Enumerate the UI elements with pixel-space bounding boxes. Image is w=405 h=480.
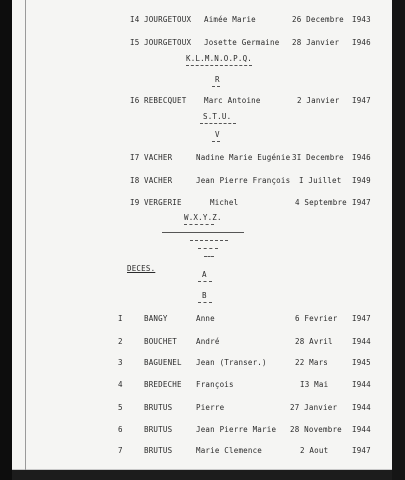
- entry-given-names: Anne: [196, 314, 215, 323]
- entry-number: 4: [118, 380, 123, 389]
- entry-number: I7: [130, 153, 140, 162]
- entry-surname: BAGUENEL: [144, 358, 182, 367]
- divider-line: [190, 240, 228, 241]
- divider-line: [204, 256, 214, 257]
- entry-date: 2 Janvier: [297, 96, 340, 105]
- entry-date: 28 Janvier: [292, 38, 340, 47]
- entry-surname: BRUTUS: [144, 403, 173, 412]
- letter-heading: S.T.U.: [203, 112, 232, 121]
- entry-surname: BRUTUS: [144, 446, 173, 455]
- entry-year: I947: [352, 446, 371, 455]
- entry-surname: REBECQUET: [144, 96, 187, 105]
- entry-surname: BANGY: [144, 314, 168, 323]
- entry-year: I946: [352, 38, 371, 47]
- divider-line: [212, 86, 220, 87]
- entry-date: 3I Decembre: [292, 153, 344, 162]
- entry-given-names: André: [196, 337, 220, 346]
- entry-given-names: Aimée Marie: [204, 15, 256, 24]
- letter-heading: V: [215, 130, 220, 139]
- letter-heading: A: [202, 270, 207, 279]
- entry-surname: VERGERIE: [144, 198, 182, 207]
- entry-number: I6: [130, 96, 140, 105]
- entry-surname: BREDECHE: [144, 380, 182, 389]
- register-page: [12, 0, 394, 470]
- divider-line: [200, 123, 236, 124]
- entry-year: I944: [352, 403, 371, 412]
- divider-line: [162, 232, 244, 233]
- letter-heading: R: [215, 75, 220, 84]
- entry-given-names: Jean Pierre Marie: [196, 425, 277, 434]
- entry-number: 7: [118, 446, 123, 455]
- divider-line: [186, 65, 252, 66]
- entry-date: 6 Fevrier: [295, 314, 338, 323]
- entry-year: I944: [352, 337, 371, 346]
- divider-line: [184, 224, 214, 225]
- entry-number: I: [118, 314, 123, 323]
- entry-number: 2: [118, 337, 123, 346]
- divider-line: [212, 141, 220, 142]
- divider-line: [198, 302, 212, 303]
- entry-number: 3: [118, 358, 123, 367]
- entry-given-names: Jean (Transer.): [196, 358, 267, 367]
- entry-surname: VACHER: [144, 153, 173, 162]
- entry-given-names: Pierre: [196, 403, 225, 412]
- entry-surname: BRUTUS: [144, 425, 173, 434]
- entry-number: 6: [118, 425, 123, 434]
- entry-date: 4 Septembre: [295, 198, 347, 207]
- entry-year: I946: [352, 153, 371, 162]
- entry-given-names: Josette Germaine: [204, 38, 280, 47]
- entry-surname: JOURGETOUX: [144, 15, 192, 24]
- page-edge: [392, 0, 405, 480]
- divider-line: [198, 248, 218, 249]
- entry-given-names: Marie Clemence: [196, 446, 263, 455]
- entry-given-names: François: [196, 380, 234, 389]
- entry-surname: I4: [130, 15, 140, 24]
- letter-heading: B: [202, 291, 207, 300]
- entry-year: I947: [352, 198, 371, 207]
- divider-line: [198, 281, 212, 282]
- entry-given-names: Nadine Marie Eugénie: [196, 153, 291, 162]
- entry-date: 28 Avril: [295, 337, 333, 346]
- entry-year: I944: [352, 425, 371, 434]
- entry-date: 27 Janvier: [290, 403, 338, 412]
- entry-number: I9: [130, 198, 140, 207]
- section-heading: DECES.: [127, 264, 156, 273]
- entry-number: 5: [118, 403, 123, 412]
- entry-date: I3 Mai: [300, 380, 329, 389]
- entry-date: 2 Aout: [300, 446, 329, 455]
- entry-date: I Juillet: [299, 176, 342, 185]
- entry-date: 26 Decembre: [292, 15, 344, 24]
- book-binding: [0, 0, 12, 480]
- entry-given-names: Michel: [210, 198, 239, 207]
- entry-year: I945: [352, 358, 371, 367]
- margin-line: [25, 0, 26, 470]
- entry-number: I8: [130, 176, 140, 185]
- entry-surname: VACHER: [144, 176, 173, 185]
- entry-year: I947: [352, 314, 371, 323]
- entry-date: 28 Novembre: [290, 425, 342, 434]
- entry-year: I943: [352, 15, 371, 24]
- entry-number: I5: [130, 38, 140, 47]
- entry-surname: JOURGETOUX: [144, 38, 192, 47]
- letter-heading: K.L.M.N.O.P.Q.: [186, 54, 253, 63]
- entry-date: 22 Mars: [295, 358, 329, 367]
- letter-heading: W.X.Y.Z.: [184, 213, 222, 222]
- entry-given-names: Marc Antoine: [204, 96, 261, 105]
- entry-surname: BOUCHET: [144, 337, 178, 346]
- entry-year: I949: [352, 176, 371, 185]
- entry-year: I944: [352, 380, 371, 389]
- entry-year: I947: [352, 96, 371, 105]
- entry-given-names: Jean Pierre François: [196, 176, 291, 185]
